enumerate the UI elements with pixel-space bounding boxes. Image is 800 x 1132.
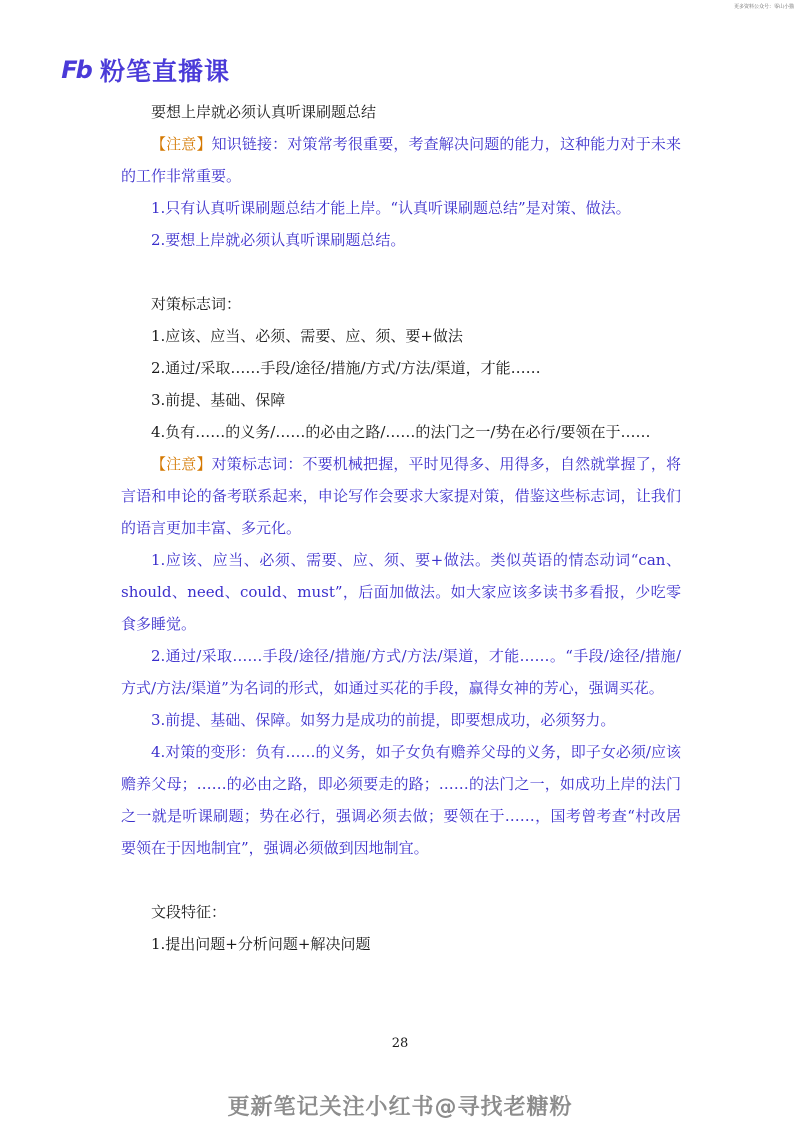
fenbi-logo-icon: Fb	[61, 56, 91, 84]
note-1-item-2: 2.要想上岸就必须认真听课刷题总结。	[151, 231, 406, 249]
keyword-1: 1.应该、应当、必须、需要、应、须、要+做法	[151, 327, 463, 345]
note-2-text: 对策标志词：不要机械把握，平时见得多、用得多，自然就掌握了，将言语和申论的备考联系起来，申论写作会要求大家提对策，借鉴这些标志词，让我们的语言更加丰富、多元化。	[121, 455, 681, 537]
paragraph-features-title: 文段特征：	[151, 903, 227, 921]
note-label: 【注意】	[151, 135, 212, 153]
note-2-item-4: 4.对策的变形：负有……的义务，如子女负有赡养父母的义务，即子女必须/应该赡养父母；……的必由之路，即必须要走的路；……的法门之一，如成功上岸的法门之一就是听课刷题；势在必行，强调必须去做；要领在于……，国考曾考查“村改居要领在于因地制宜”，强调必须做到因地制宜。	[121, 743, 681, 857]
intro-line: 要想上岸就必须认真听课刷题总结	[151, 103, 377, 121]
note-label: 【注意】	[151, 455, 212, 473]
keyword-2: 2.通过/采取……手段/途径/措施/方式/方法/渠道，才能……	[151, 359, 541, 377]
note-2-item-2: 2.通过/采取……手段/途径/措施/方式/方法/渠道，才能……。“手段/途径/措施/方式/方法/渠道”为名词的形式，如通过买花的手段，赢得女神的芳心，强调买花。	[121, 647, 681, 697]
note-2	[121, 448, 681, 544]
note-2-item-3: 3.前提、基础、保障。如努力是成功的前提，即要想成功，必须努力。	[151, 711, 616, 729]
document-body	[121, 96, 681, 960]
brand-logo-group	[56, 52, 230, 88]
note-1	[121, 128, 681, 192]
spacer	[121, 256, 681, 288]
note-2-item-1: 1.应该、应当、必须、需要、应、须、要+做法。类似英语的情态动词“can、should、need、could、must”，后面加做法。如大家应该多读书多看报，少吃零食多睡觉。	[121, 551, 681, 633]
keyword-4: 4.负有……的义务/……的必由之路/……的法门之一/势在必行/要领在于……	[151, 423, 651, 441]
keywords-title: 对策标志词：	[151, 295, 242, 313]
page-number: 28	[391, 1036, 409, 1051]
paragraph-feature-1: 1.提出问题+分析问题+解决问题	[151, 935, 371, 953]
corner-note: 更多资料公众号：零山小猫	[733, 4, 794, 10]
keyword-3: 3.前提、基础、保障	[151, 391, 286, 409]
brand-name: 粉笔直播课	[100, 57, 231, 86]
footer-watermark: 更新笔记关注小红书@寻找老糖粉	[227, 1095, 573, 1120]
note-1-text: 知识链接：对策常考很重要，考查解决问题的能力，这种能力对于未来的工作非常重要。	[121, 135, 681, 185]
spacer	[121, 864, 681, 896]
note-1-item-1: 1.只有认真听课刷题总结才能上岸。“认真听课刷题总结”是对策、做法。	[151, 199, 631, 217]
